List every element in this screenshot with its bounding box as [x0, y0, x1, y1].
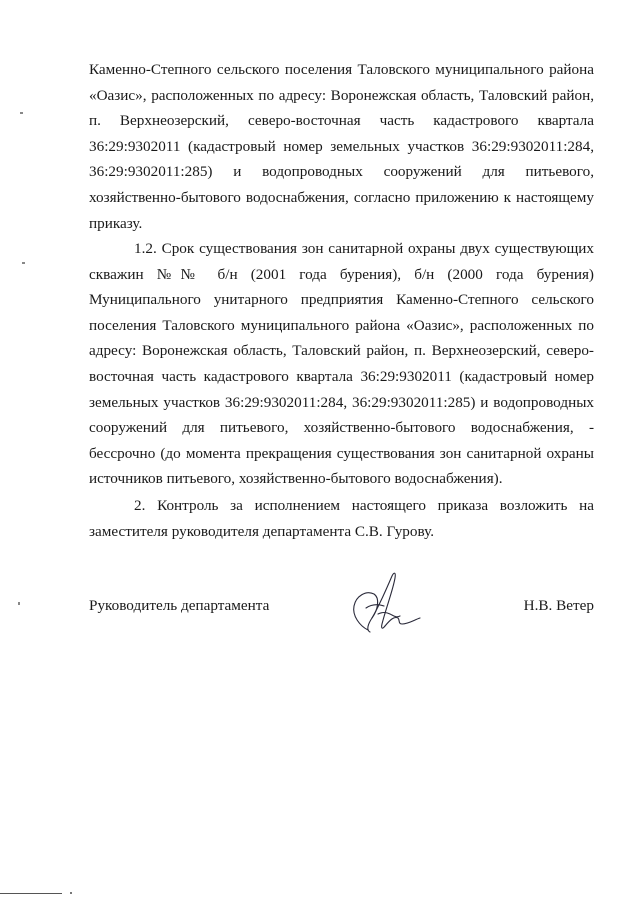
paragraph-1-2: [89, 236, 594, 492]
scan-artifact: [20, 112, 23, 114]
signatory-name: Н.В. Ветер: [523, 597, 594, 614]
paragraph-2: [89, 493, 594, 544]
scan-artifact: [70, 892, 72, 894]
paragraph-2-text: 2. Контроль за исполнением настоящего приказа возложить на заместителя руководителя департамента С.В. Гурову.: [89, 497, 594, 540]
handwritten-signature: [338, 568, 430, 638]
paragraph-intro-text: Каменно-Степного сельского поселения Таловского муниципального района «Оазис», расположенных по адресу: Воронежская область, Таловский район, п. Верхнеозерский, северо-восточная часть кадастрового квартала 36:29:9302011 (кадастровый номер земельных участков 36:29:9302011:284, 36:29:9302011:285) и водопроводных сооружений для питьевого, хозяйственно-бытового водоснабжения, согласно приложению к настоящему приказу.: [89, 61, 594, 232]
scan-artifact: [22, 262, 25, 264]
paragraph-intro: [89, 57, 594, 236]
scan-artifact: [18, 602, 20, 605]
paragraph-1-2-text: 1.2. Срок существования зон санитарной охраны двух существующих скважин №№ б/н (2001 года бурения), б/н (2000 года бурения) Муниципального унитарного предприятия Каменно-Степного сельского поселения Таловского муниципального района «Оазис», расположенных по адресу: Воронежская область, Таловский район, п. Верхнеозерский, северо-восточная часть кадастрового квартала 36:29:9302011 (кадастровый номер земельных участков 36:29:9302011:284, 36:29:9302011:285) и водопроводных сооружений для питьевого, хозяйственно-бытового водоснабжения, - бессрочно (до момента прекращения существования зон санитарной охраны источников питьевого, хозяйственно-бытового водоснабжения).: [89, 240, 594, 488]
signatory-position: Руководитель департамента: [89, 597, 270, 614]
scan-edge-line: [0, 893, 62, 894]
